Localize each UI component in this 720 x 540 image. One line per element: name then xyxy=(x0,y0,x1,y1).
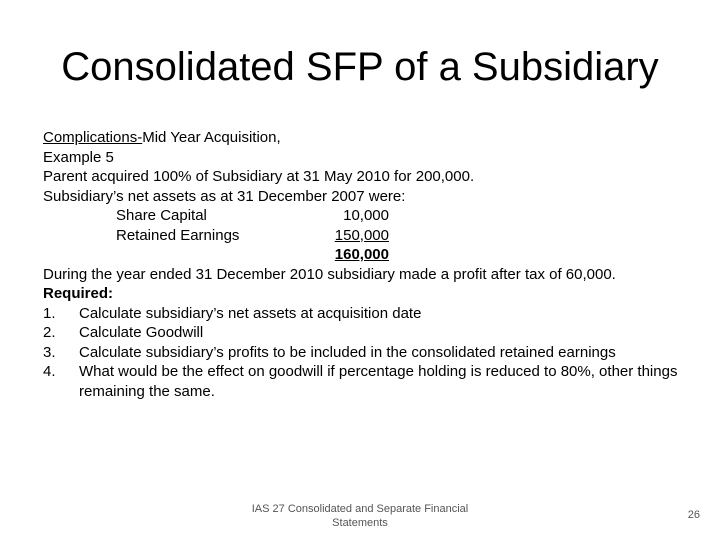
question-number: 4. xyxy=(43,363,56,380)
question-number: 2. xyxy=(43,324,56,341)
question-text: Calculate Goodwill xyxy=(79,324,204,341)
slide-footer: IAS 27 Consolidated and Separate Financial Statements xyxy=(251,503,469,529)
complications-text: Mid Year Acquisition, xyxy=(142,129,281,146)
question-item xyxy=(43,323,703,343)
net-assets-total: 160,000 xyxy=(334,246,389,263)
question-item xyxy=(43,343,703,363)
question-text: Calculate subsidiary’s net assets at acquisition date xyxy=(79,304,422,322)
net-assets-total-row xyxy=(43,245,703,265)
retained-earnings-value: 150,000 xyxy=(334,226,389,244)
required-heading: Required: xyxy=(43,285,114,302)
question-text: What would be the effect on goodwill if percentage holding is reduced to 80%, other things remaining the same. xyxy=(79,363,678,400)
example-label: Example 5 xyxy=(43,148,114,166)
profit-statement: During the year ended 31 December 2010 subsidiary made a profit after tax of 60,000. xyxy=(43,265,616,283)
share-capital-row xyxy=(43,206,703,226)
slide-title: Consolidated SFP of a Subsidiary xyxy=(61,45,659,89)
share-capital-value: 10,000 xyxy=(343,207,389,224)
question-number: 3. xyxy=(43,343,56,361)
net-assets-intro: Subsidiary’s net assets as at 31 December 2007 were: xyxy=(43,187,406,205)
retained-earnings-row xyxy=(43,226,703,246)
question-number: 1. xyxy=(43,304,56,322)
acquisition-statement: Parent acquired 100% of Subsidiary at 31 May 2010 for 200,000. xyxy=(43,168,475,185)
share-capital-label: Share Capital xyxy=(116,207,207,224)
question-item xyxy=(43,304,703,324)
complications-label: Complications- xyxy=(43,129,143,146)
question-item xyxy=(43,362,703,401)
complications-line xyxy=(43,128,703,148)
question-text: Calculate subsidiary’s profits to be included in the consolidated retained earnings xyxy=(79,343,616,361)
retained-earnings-label: Retained Earnings xyxy=(116,226,240,244)
slide-body xyxy=(43,128,703,401)
slide-page-number: 26 xyxy=(687,509,700,521)
